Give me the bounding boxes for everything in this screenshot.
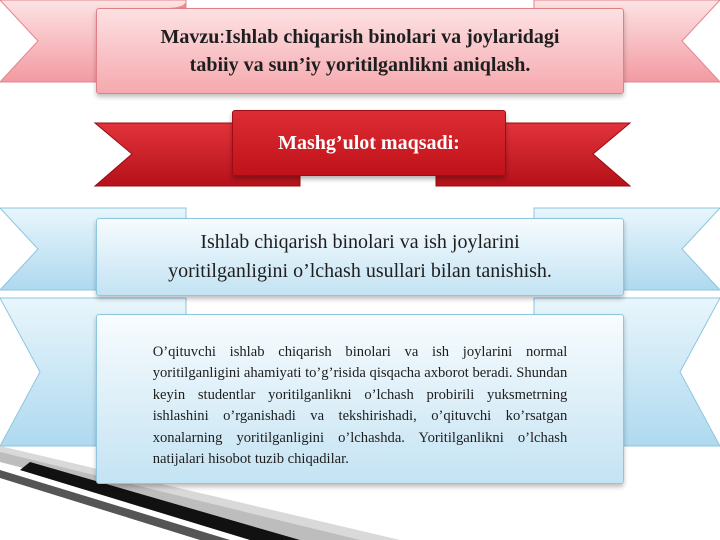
topic-line-2: tabiiy va sun’iy yoritilganlikni aniqlash. <box>189 54 531 76</box>
description-line: ishlashini o’rganishadi va tekshirishadi, o’qituvchi ko’rsatgan <box>152 408 568 425</box>
description-line: xonalarning yoritilganligini o’lchashda. Yoritilganlikni o’lchash <box>152 429 568 446</box>
description-line: O’qituvchi ishlab chiqarish binolari va ish joylarini normal <box>152 344 568 360</box>
description-banner <box>96 314 624 484</box>
topic-separator: : <box>219 26 225 48</box>
topic-prefix: Mavzu <box>160 26 220 48</box>
description-line: natijalari hisobot tuzib chiqadilar. <box>152 451 349 468</box>
description-text <box>153 342 568 470</box>
description-line: keyin studentlar yoritilganlikni o’lchash probirili yuksmetrning <box>152 386 568 403</box>
goal-heading-banner <box>232 110 506 176</box>
goal-heading: Mashg’ulot maqsadi: <box>278 131 460 154</box>
topic-banner <box>96 8 624 94</box>
goal-summary-text <box>168 228 552 286</box>
topic-text <box>161 23 560 79</box>
description-line: yoritilganligini ahamiyati to’g’risida qisqacha axborot beradi. Shundan <box>152 365 568 382</box>
goal-summary-banner <box>96 218 624 296</box>
goal-summary-line-1: Ishlab chiqarish binolari va ish joylarini <box>200 231 520 253</box>
goal-summary-line-2: yoritilganligini o’lchash usullari bilan tanishish. <box>168 260 552 282</box>
topic-line-1: Ishlab chiqarish binolari va joylaridagi <box>224 26 560 48</box>
